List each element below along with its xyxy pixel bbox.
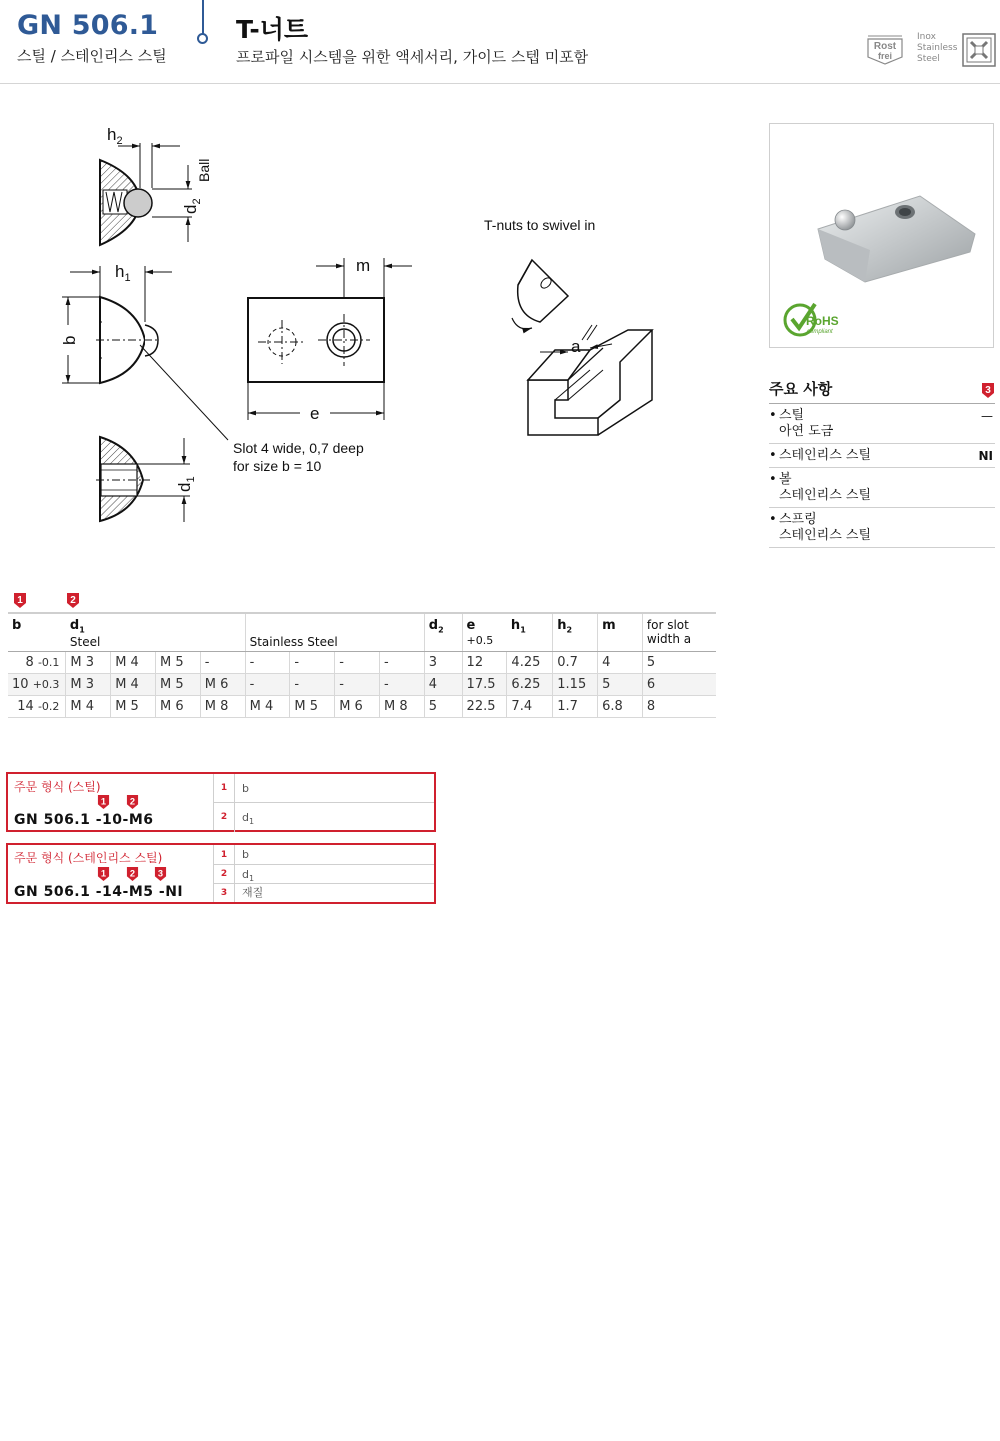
col-stainless: Stainless Steel — [245, 613, 424, 651]
order-legend-row: 2 $d_1$ — [214, 803, 434, 832]
col-d1: $d_1$ Steel — [66, 613, 245, 651]
order-example-steel — [6, 772, 436, 832]
order-example-stainless — [6, 843, 436, 904]
feature-sublabel: 스테인리스 스틸 — [779, 488, 872, 503]
feature-sublabel: 아연 도금 — [779, 424, 834, 439]
cell-b: 8 -0.1 — [8, 651, 66, 673]
cell-h1: 4.25 — [507, 651, 553, 673]
cell-d2: 3 — [424, 651, 462, 673]
table-row — [8, 695, 716, 717]
cell-steel: M 5 — [156, 673, 201, 695]
slot-leader-line — [140, 345, 228, 440]
cell-stainless: M 8 — [379, 695, 424, 717]
features-panel — [769, 378, 995, 548]
d1-label: $d_1$ — [175, 476, 197, 492]
cell-slot-width: 8 — [642, 695, 716, 717]
data-table — [8, 612, 716, 718]
feature-label: 스테인리스 스틸 — [779, 448, 872, 463]
product-photo — [769, 123, 994, 348]
table-row — [8, 673, 716, 695]
order-title: 주문 형식 (스틸) — [14, 780, 101, 794]
d2-label: $d_2$ — [181, 198, 203, 214]
order-legend — [214, 774, 434, 830]
cell-stainless: - — [290, 651, 335, 673]
cell-steel: M 5 — [111, 695, 156, 717]
bullet-icon: • — [769, 408, 777, 423]
col-slot-width: for slot width a — [642, 613, 716, 651]
rost-text: Rost — [873, 41, 897, 52]
slot-note-1: Slot 4 wide, 0,7 deep — [233, 440, 364, 456]
side-view — [60, 262, 172, 383]
technical-drawing — [0, 100, 740, 550]
rohs-compliant-text: compliant — [807, 329, 833, 335]
m-label: m — [356, 256, 371, 275]
ball-section-view — [100, 125, 212, 245]
order-code: GN 506.1 -10-M6 — [14, 812, 154, 828]
feature-label: 스틸 — [779, 408, 805, 423]
feature-item — [769, 468, 995, 508]
cell-steel: M 4 — [111, 651, 156, 673]
marker-3-icon — [981, 382, 995, 399]
feature-label: 볼 — [779, 472, 792, 487]
col-e: e +0.5 — [462, 613, 507, 651]
a-label: a — [571, 337, 581, 356]
order-legend-label: d — [242, 811, 249, 824]
cell-stainless: M 5 — [290, 695, 335, 717]
table-row — [8, 651, 716, 673]
swivel-illustration — [512, 260, 652, 435]
feature-code: NI — [978, 449, 993, 463]
table-markers — [8, 590, 716, 612]
marker-1-text: 1 — [100, 868, 107, 879]
col-b: b — [8, 613, 66, 651]
stainless-steel-icon — [962, 33, 996, 67]
cell-stainless: M 4 — [245, 695, 290, 717]
marker-3-icon — [154, 866, 167, 882]
order-legend-row: 2 $d_1$ — [214, 865, 434, 884]
order-legend-label: 재질 — [242, 886, 264, 899]
inox-line: Stainless — [917, 43, 958, 53]
cell-h2: 1.15 — [553, 673, 598, 695]
order-code-panel — [8, 845, 214, 902]
rohs-text: RoHS — [806, 314, 839, 328]
order-legend-number: 1 — [220, 850, 228, 860]
product-subtitle: 프로파일 시스템을 위한 액세서리, 가이드 스텝 미포함 — [236, 48, 589, 66]
cell-d2: 4 — [424, 673, 462, 695]
marker-2-text: 2 — [129, 868, 136, 879]
feature-item — [769, 508, 995, 548]
col-h1: $h_1$ — [507, 613, 553, 651]
marker-1-text: 1 — [17, 595, 23, 606]
bullet-icon: • — [769, 472, 777, 487]
feature-sublabel: 스테인리스 스틸 — [779, 528, 872, 543]
marker-3-text: 3 — [157, 868, 164, 879]
cell-slot-width: 5 — [642, 651, 716, 673]
marker-3-text: 3 — [985, 385, 991, 396]
product-title: T-너트 — [236, 15, 309, 44]
feature-code: — — [981, 409, 993, 423]
order-legend-number: 3 — [220, 888, 228, 898]
marker-2-icon — [126, 794, 139, 810]
col-d2: $d_2$ — [424, 613, 462, 651]
h1-label: $h_1$ — [115, 262, 131, 284]
h2-label: $h_2$ — [107, 125, 123, 147]
marker-2-icon — [126, 866, 139, 882]
feature-item — [769, 444, 995, 468]
order-legend-row — [214, 774, 434, 803]
cell-steel: M 6 — [156, 695, 201, 717]
inox-label — [917, 32, 957, 65]
marker-1-text: 1 — [100, 796, 107, 807]
marker-2-icon — [66, 592, 80, 609]
cell-e: 22.5 — [462, 695, 507, 717]
cell-b: 14 -0.2 — [8, 695, 66, 717]
rostfrei-icon — [866, 33, 904, 65]
e-label: e — [310, 404, 320, 423]
marker-2-text: 2 — [129, 796, 136, 807]
cell-steel: - — [200, 651, 245, 673]
cell-steel: M 6 — [200, 673, 245, 695]
marker-1-icon — [13, 592, 27, 609]
order-legend — [214, 845, 434, 902]
swivel-label: T-nuts to swivel in — [484, 217, 596, 233]
product-code: GN 506.1 — [17, 10, 159, 41]
order-legend-row — [214, 845, 434, 865]
cell-stainless: - — [290, 673, 335, 695]
cell-e: 17.5 — [462, 673, 507, 695]
cell-stainless: - — [379, 651, 424, 673]
col-h2: $h_2$ — [553, 613, 598, 651]
feature-item — [769, 404, 995, 444]
cell-stainless: - — [379, 673, 424, 695]
bullet-icon: • — [769, 448, 777, 463]
inox-line: Inox — [917, 32, 936, 42]
ball-label: Ball — [196, 158, 212, 182]
order-legend-number: 2 — [220, 812, 228, 822]
cell-m: 6.8 — [598, 695, 643, 717]
order-legend-label: b — [242, 782, 249, 795]
cell-stainless: - — [335, 673, 380, 695]
cell-m: 4 — [598, 651, 643, 673]
cell-stainless: M 6 — [335, 695, 380, 717]
b-label: b — [60, 335, 79, 345]
frei-text: frei — [877, 51, 893, 61]
cell-stainless: - — [245, 651, 290, 673]
cell-stainless: - — [245, 673, 290, 695]
cell-steel: M 5 — [156, 651, 201, 673]
marker-1-icon — [97, 866, 110, 882]
header-divider-dot — [197, 33, 208, 44]
page-header — [0, 0, 1000, 84]
cell-h1: 6.25 — [507, 673, 553, 695]
cell-steel: M 8 — [200, 695, 245, 717]
order-code-panel — [8, 774, 214, 830]
cell-steel: M 3 — [66, 673, 111, 695]
order-code: GN 506.1 -14-M5 -NI — [14, 884, 184, 900]
cell-stainless: - — [335, 651, 380, 673]
cell-h1: 7.4 — [507, 695, 553, 717]
header-divider — [202, 0, 204, 35]
bottom-section-view — [96, 437, 197, 522]
order-legend-number: 2 — [220, 869, 228, 879]
bullet-icon: • — [769, 512, 777, 527]
order-legend-label: b — [242, 848, 249, 861]
cell-slot-width: 6 — [642, 673, 716, 695]
order-title: 주문 형식 (스테인리스 스틸) — [14, 851, 163, 865]
cell-steel: M 4 — [66, 695, 111, 717]
dimension-table — [8, 590, 716, 718]
table-header-row — [8, 613, 716, 651]
product-material: 스틸 / 스테인리스 스틸 — [17, 47, 167, 65]
marker-1-icon — [97, 794, 110, 810]
col-steel: Steel — [69, 634, 101, 649]
top-view — [248, 256, 412, 423]
cell-e: 12 — [462, 651, 507, 673]
features-title — [769, 378, 995, 404]
cell-m: 5 — [598, 673, 643, 695]
features-title-text: 주요 사항 — [769, 380, 833, 398]
slot-note-2: for size b = 10 — [233, 458, 322, 474]
t-nut-image — [770, 124, 995, 349]
cell-h2: 0.7 — [553, 651, 598, 673]
cell-d2: 5 — [424, 695, 462, 717]
order-legend-label: d — [242, 868, 249, 881]
inox-line: Steel — [917, 54, 940, 64]
cell-steel: M 3 — [66, 651, 111, 673]
order-legend-number: 1 — [220, 783, 228, 793]
col-m: m — [598, 613, 643, 651]
cell-b: 10 +0.3 — [8, 673, 66, 695]
order-legend-row — [214, 884, 434, 902]
feature-label: 스프링 — [779, 512, 817, 527]
cell-steel: M 4 — [111, 673, 156, 695]
marker-2-text: 2 — [70, 595, 76, 606]
cell-h2: 1.7 — [553, 695, 598, 717]
